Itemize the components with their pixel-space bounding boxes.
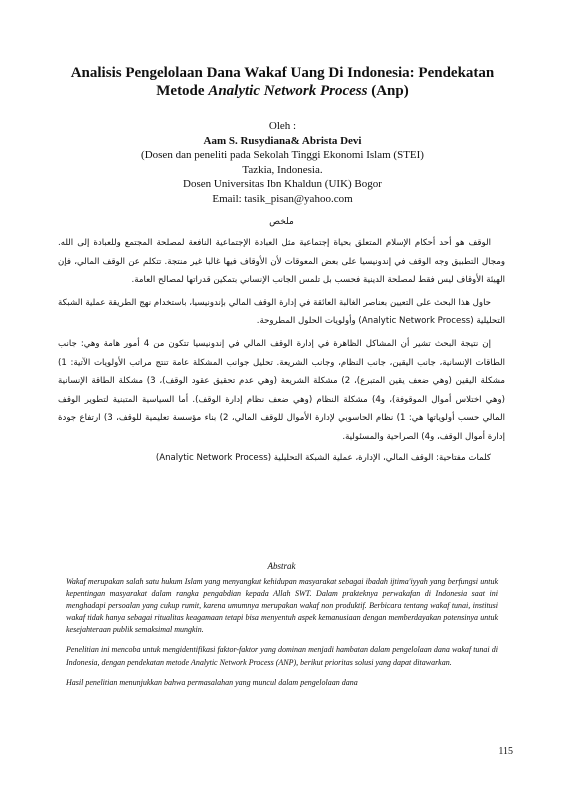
oleh-label: Oleh :: [268, 120, 297, 132]
abstract-paragraph-1: Wakaf merupakan salah satu hukum Islam yang menyangkut kehidupan masyarakat sebagai ibadah ijtima'iyyah yang berfungsi untuk kepentingan masyarakat dalam rangka pengabdian kepada Allah SWT. Dalam prakteknya perwakafan di Indonesia saat ini menghadapi persoalan yang cukup rumit, karena umumnya merupakan wakaf non produktif. Berbicara tentang wakaf tunai, institusi wakaf tidak hanya sebagai ritualitas keagamaan tetapi bisa menyentuh aspek kemanusiaan dengan memberdayakan potensinya untuk kesejahteraan publik semaksimal mungkin.: [66, 577, 498, 635]
abstract-body: [66, 576, 498, 689]
page-number: 115: [498, 746, 513, 757]
arabic-paragraph-3: إن نتيجة البحث تشير أن المشاكل الظاهرة في إدارة الوقف المالي في إندونيسيا تتكون من 4 أمور هامة وهي: جانب الطاقات الإنسانية، جانب اليقين، جانب النظام، وجانب الشريعة. تحليل جوانب المشكلة عامة تنتج مراتب الأولويات الآتية: 1) مشكلة اليقين (وهي ضعف يقين المتبرع)، 2) مشكلة الشريعة (وهي عدم تحقيق عقود الوقف)، 3) مشكلة الطاقة الإنسانية (وهي اختلاس أموال الموقوفة)، و4) مشكلة النظام (وهي ضعف نظام إدارة الوقف). أما السياسية المتبنية لتطوير الوقف المالي حسب أولوياتها هي: 1) نظام الحاسوبي لإدارة الأموال للوقف المالي، 2) بناء مؤسسة تعليمية للوقف، 3) ارتفاع جودة إدارة أموال الوقف، و4) الصراحية والمسئولية.: [58, 338, 506, 442]
arabic-keywords: كلمات مفتاحية: الوقف المالي، الإدارة، عملية الشبكة التحليلية (Analytic Network Process): [155, 452, 491, 463]
affiliation-line-2: Tazkia, Indonesia.: [242, 163, 323, 176]
title-line-1: Analisis Pengelolaan Dana Wakaf Uang Di Indonesia: Pendekatan: [70, 65, 495, 81]
abstract-heading: Abstrak: [267, 561, 296, 571]
authors: Aam S. Rusydiana& Abrista Devi: [203, 134, 362, 147]
title-line-2-prefix: Metode: [156, 83, 209, 99]
author-email: Email: tasik_pisan@yahoo.com: [212, 192, 353, 205]
abstract-paragraph-3: Hasil penelitian menunjukkan bahwa permasalahan yang muncul dalam pengelolaan dana: [66, 677, 358, 687]
affiliation-line-3: Dosen Universitas Ibn Khaldun (UIK) Bogor: [183, 178, 382, 191]
author-block: [60, 119, 505, 207]
affiliation-line-1: (Dosen dan peneliti pada Sekolah Tinggi Ekonomi Islam (STEI): [141, 149, 424, 162]
paper-title: [40, 64, 525, 100]
abstract-paragraph-2: Penelitian ini mencoba untuk mengidentifikasi faktor-faktor yang dominan menjadi hambatan dalam pengelolaan dana wakaf tunai di Indonesia, dengan pendekatan metode Analytic Network Process (ANP), berikut prioritas solusi yang dapat ditawarkan.: [66, 645, 498, 667]
arabic-paragraph-1: الوقف هو أحد أحكام الإسلام المتعلق بحياة إجتماعية مثل العبادة الإجتماعية النافعة لمصلحة المجتمع وللعبادة إلى الله. ومجال التطبيق وجه الوقف في إندونيسيا على بعض المعوقات لأن الأوقاف فيها غالبا غير منتجة. تتكلم عن الوقف المالي، فإن الهيئة الأوقاف ليس فقط لمصلحة الدينية فحسب بل تلمس الجانب الإنساني بتمكين قدراتها لمصالح العامة.: [58, 238, 505, 286]
title-line-2-italic: Analytic Network Process: [208, 83, 368, 99]
title-line-2: [40, 82, 525, 100]
arabic-abstract-heading: ملخص: [269, 217, 294, 227]
title-line-2-suffix: (Anp): [367, 83, 409, 99]
arabic-paragraph-2: حاول هذا البحث على التعيين بعناصر الغالبة العائقة في إدارة الوقف المالي بإندونيسيا، باستخدام نهج الطريقة عملية الشبكة التحليلية (Analytic Network Process) وأولويات الحلول المطروحة.: [58, 297, 505, 327]
arabic-abstract: [58, 234, 505, 467]
